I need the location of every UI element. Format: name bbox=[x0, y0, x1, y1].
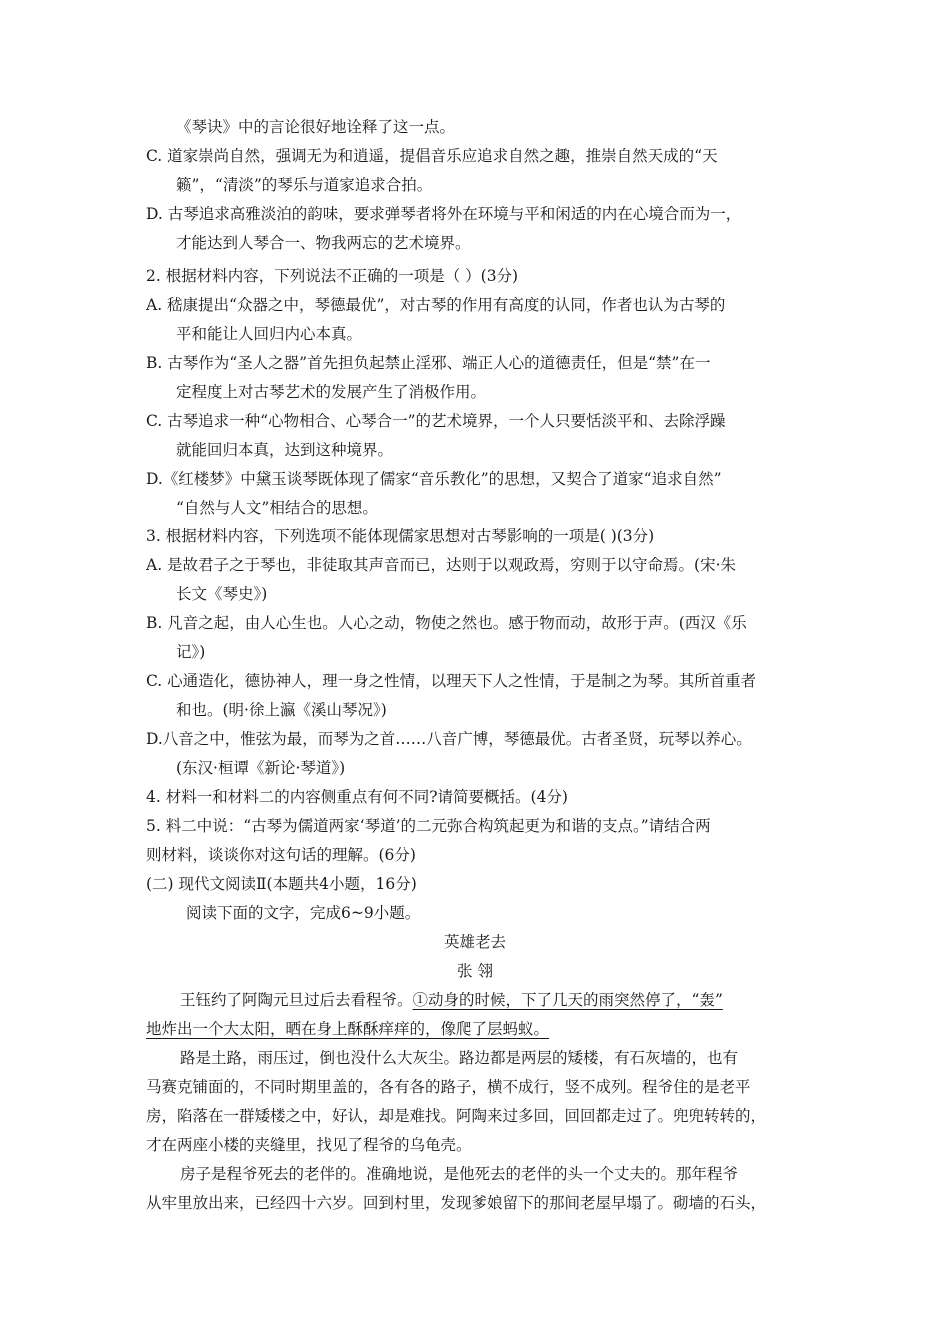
paragraph-line: 路是土路，雨压过，倒也没什么大灰尘。路边都是两层的矮楼，有石灰墙的，也有 bbox=[180, 1049, 739, 1067]
question-5: 5. 料二中说：“古琴为儒道两家‘琴道’的二元弥合构筑起更为和谐的支点。”请结合两 bbox=[146, 817, 711, 835]
article-title: 英雄老去 bbox=[443, 933, 506, 951]
text-line: 就能回归本真，达到这种境界。 bbox=[176, 441, 394, 459]
option-c-line: C. 道家崇尚自然，强调无为和逍遥，提倡音乐应追求自然之趣，推崇自然天成的“天 bbox=[146, 147, 718, 165]
underlined-sentence: 地炸出一个大太阳，晒在身上酥酥痒痒的，像爬了层蚂蚁。 bbox=[146, 1020, 550, 1038]
option-d-line: D. 古琴追求高雅淡泊的韵味，要求弹琴者将外在环境与平和闲适的内在心境合而为一， bbox=[146, 205, 742, 223]
article-author: 张 翎 bbox=[457, 962, 493, 980]
paragraph-line: 才在两座小楼的夹缝里，找见了程爷的乌龟壳。 bbox=[146, 1136, 472, 1154]
text-line: 长文《琴史》) bbox=[176, 585, 268, 603]
reading-instruction: 阅读下面的文字，完成6~9小题。 bbox=[186, 904, 421, 922]
section-heading: (二) 现代文阅读Ⅱ(本题共4小题，16分) bbox=[146, 875, 417, 893]
option-a-line: A. 是故君子之于琴也，非徒取其声音而已，达则于以观政焉，穷则于以守命焉。(宋·朱 bbox=[146, 556, 737, 574]
option-c-line: C. 古琴追求一种“心物相合、心琴合一”的艺术境界，一个人只要恬淡平和、去除浮躁 bbox=[146, 412, 726, 430]
text-line: 《琴诀》中的言论很好地诠释了这一点。 bbox=[176, 118, 456, 136]
text-line: 籁”，“清淡”的琴乐与道家追求合拍。 bbox=[176, 176, 433, 194]
text-line: “自然与人文”相结合的思想。 bbox=[176, 499, 378, 517]
paragraph-text: 王钰约了阿陶元旦过后去看程爷。 bbox=[180, 991, 413, 1009]
text-line: 记》) bbox=[176, 643, 206, 661]
text-line: 才能达到人琴合一、物我两忘的艺术境界。 bbox=[176, 234, 471, 252]
option-b-line: B. 凡音之起，由人心生也。人心之动，物使之然也。感于物而动，故形于声。(西汉《乐 bbox=[146, 614, 747, 632]
paragraph-line: 房，陷落在一群矮楼之中，好认，却是难找。阿陶来过多回，回回都走过了。兜兜转转的， bbox=[146, 1107, 767, 1125]
option-d-line: D.八音之中，惟弦为最，而琴为之首……八音广博，琴德最优。古者圣贤，玩琴以养心。 bbox=[146, 730, 752, 748]
question-2: 2. 根据材料内容，下列说法不正确的一项是（ ）(3分) bbox=[146, 267, 519, 285]
option-b-line: B. 古琴作为“圣人之器”首先担负起禁止淫邪、端正人心的道德责任，但是“禁”在一 bbox=[146, 354, 711, 372]
text-line: 则材料，谈谈你对这句话的理解。(6分) bbox=[146, 846, 416, 864]
option-a-line: A. 嵇康提出“众器之中，琴德最优”，对古琴的作用有高度的认同，作者也认为古琴的 bbox=[146, 296, 726, 314]
question-4: 4. 材料一和材料二的内容侧重点有何不同?请简要概括。(4分) bbox=[146, 788, 568, 806]
text-line: 和也。(明·徐上瀛《溪山琴况》) bbox=[176, 701, 387, 719]
paragraph-line: 马赛克铺面的，不同时期里盖的，各有各的路子，横不成行，竖不成列。程爷住的是老平 bbox=[146, 1078, 751, 1096]
text-line: 定程度上对古琴艺术的发展产生了消极作用。 bbox=[176, 383, 487, 401]
paragraph-line: 从牢里放出来，已经四十六岁。回到村里，发现爹娘留下的那间老屋早塌了。砌墙的石头， bbox=[146, 1194, 767, 1212]
option-d-line: D.《红楼梦》中黛玉谈琴既体现了儒家“音乐教化”的思想，又契合了道家“追求自然” bbox=[146, 470, 722, 488]
option-c-line: C. 心通造化，德协神人，理一身之性情，以理天下人之性情，于是制之为琴。其所首重者 bbox=[146, 672, 757, 690]
underlined-sentence: ①动身的时候，下了几天的雨突然停了，“轰” bbox=[412, 991, 723, 1009]
text-line: 平和能让人回归内心本真。 bbox=[176, 325, 363, 343]
paragraph-line: 房子是程爷死去的老伴的。准确地说，是他死去的老伴的头一个丈夫的。那年程爷 bbox=[180, 1165, 739, 1183]
text-line: (东汉·桓谭《新论·琴道》) bbox=[176, 759, 346, 777]
question-3: 3. 根据材料内容，下列选项不能体现儒家思想对古琴影响的一项是( )(3分) bbox=[146, 527, 655, 545]
paragraph-line bbox=[180, 990, 723, 1010]
